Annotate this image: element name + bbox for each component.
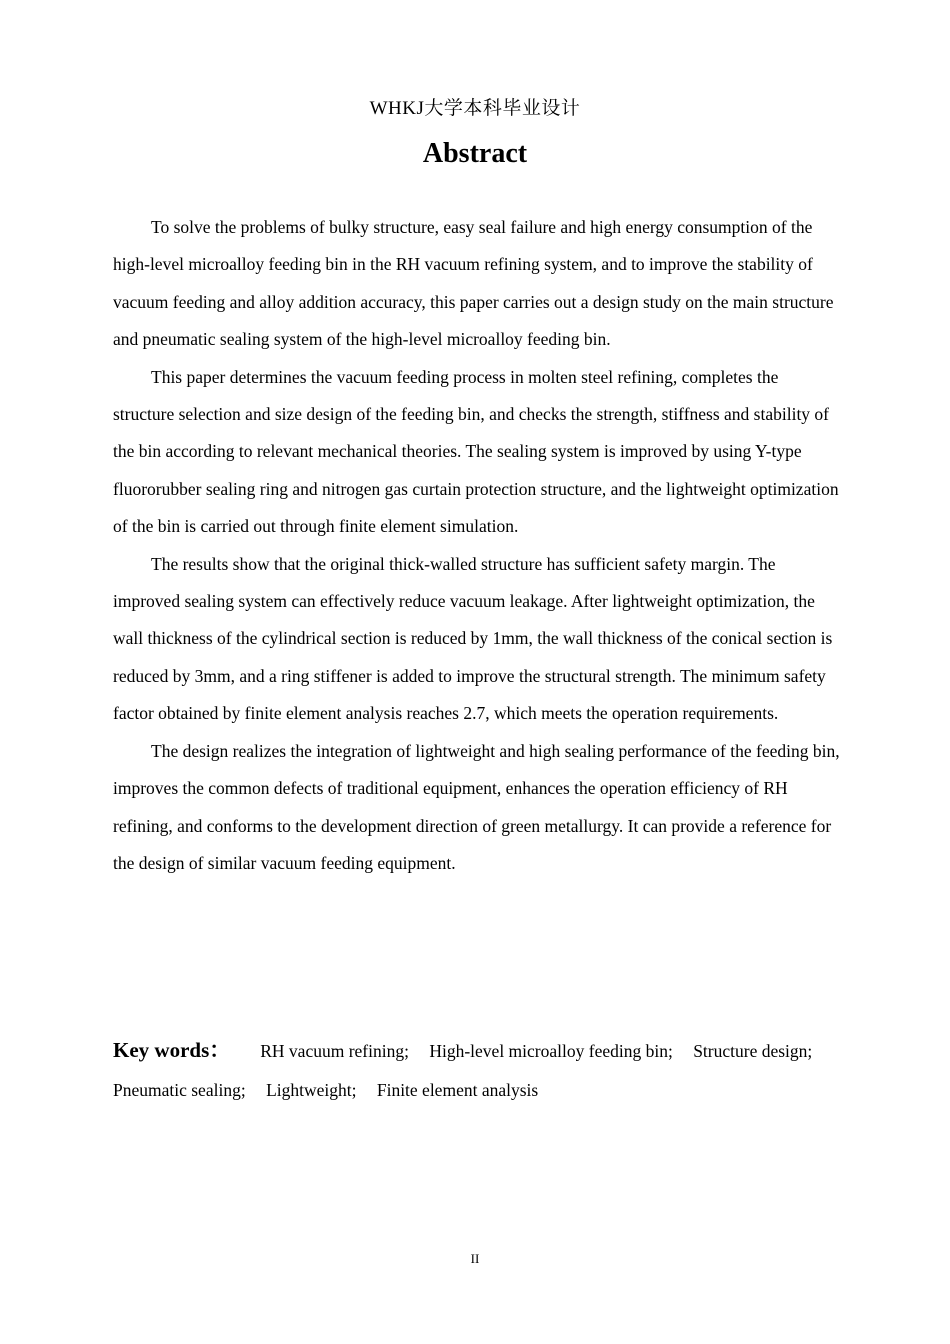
- page-number: II: [470, 1251, 480, 1266]
- keywords-label: Key words：: [113, 1038, 231, 1062]
- abstract-paragraph-2: This paper determines the vacuum feeding process in molten steel refining, completes the structure selection and size design of the feeding bin, and checks the strength, stiffness and stability of the bin according to relevant mechanical theories. The sealing system is improved by using Y-type fluororubber sealing ring and nitrogen gas curtain protection structure, and the lightweight optimization of the bin is carried out through finite element simulation.: [113, 366, 839, 537]
- keyword-item: RH vacuum refining;: [260, 1041, 409, 1061]
- running-header: WHKJ大学本科毕业设计: [369, 98, 581, 119]
- keyword-item: Structure design;: [693, 1041, 813, 1061]
- keyword-item: Lightweight;: [266, 1080, 357, 1100]
- keyword-item: High-level microalloy feeding bin;: [429, 1041, 673, 1061]
- keyword-item: Pneumatic sealing;: [113, 1080, 246, 1100]
- keywords-section: [113, 1031, 840, 1110]
- abstract-title: Abstract: [422, 138, 528, 169]
- abstract-paragraph-3: The results show that the original thick-walled structure has sufficient safety margin. The improved sealing system can effectively reduce vacuum leakage. After lightweight optimization, the wall thickness of the cylindrical section is reduced by 1mm, the wall thickness of the conical section is reduced by 3mm, and a ring stiffener is added to improve the structural strength. The minimum safety factor obtained by finite element analysis reaches 2.7, which meets the operation requirements.: [113, 553, 833, 724]
- abstract-body: [113, 209, 840, 882]
- keyword-item: Finite element analysis: [376, 1080, 539, 1100]
- abstract-paragraph-1: To solve the problems of bulky structure, easy seal failure and high energy consumption of the high-level microalloy feeding bin in the RH vacuum refining system, and to improve the stability of vacuum feeding and alloy addition accuracy, this paper carries out a design study on the main structure and pneumatic sealing system of the high-level microalloy feeding bin.: [113, 217, 834, 350]
- abstract-paragraph-4: The design realizes the integration of lightweight and high sealing performance of the feeding bin, improves the common defects of traditional equipment, enhances the operation efficiency of RH refining, and conforms to the development direction of green metallurgy. It can provide a reference for the design of similar vacuum feeding equipment.: [113, 740, 840, 873]
